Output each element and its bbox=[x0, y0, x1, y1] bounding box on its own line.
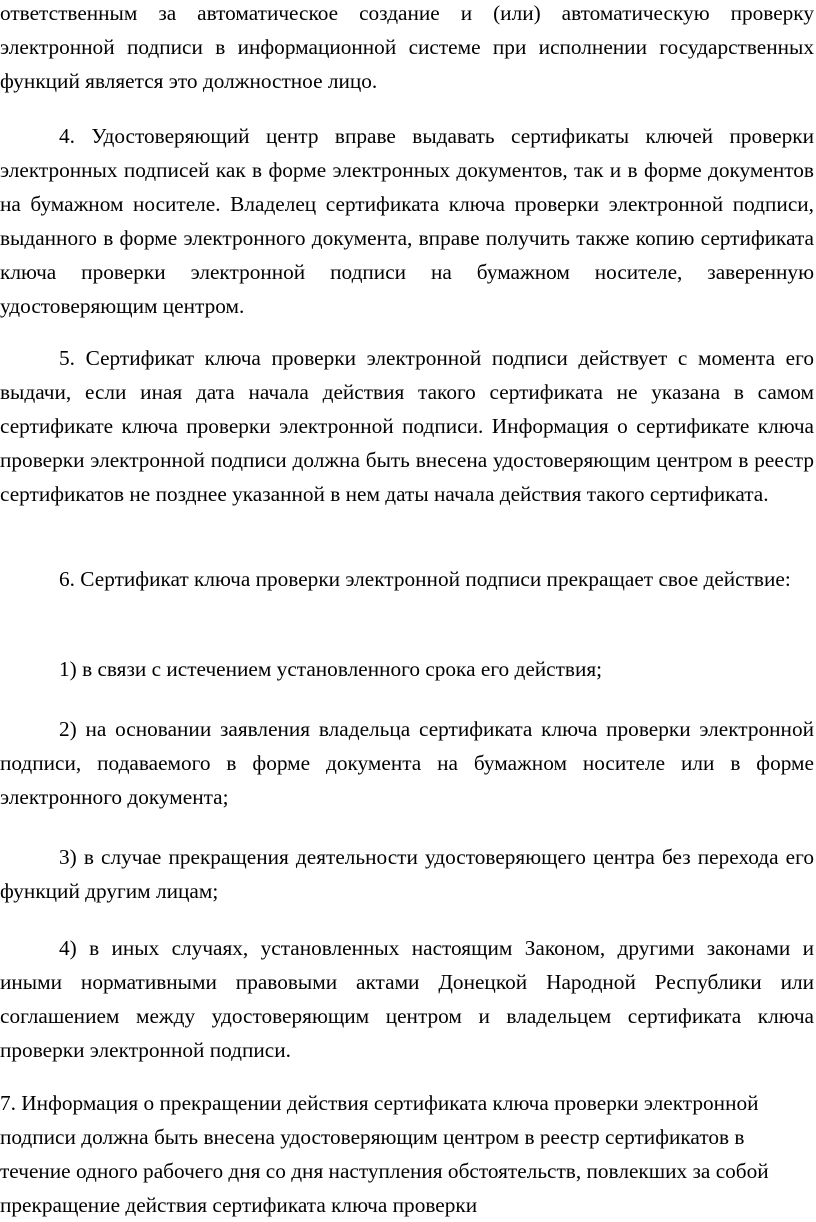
list-item-6-1-expiry: 1) в связи с истечением установленного срока его действия; bbox=[59, 657, 603, 681]
list-item-6-4-other-cases: 4) в иных случаях, установленных настоящим Законом, другими законами и иными нормативными правовыми актами Донецкой Народной Республики или соглашением между удостоверяющим центром и владельцем сертификата ключа проверки электронной подписи. bbox=[0, 936, 814, 1062]
paragraph-continuation: ответственным за автоматическое создание и (или) автоматическую проверку электронной подписи в информационной системе при исполнении государственных функций является это должностное лицо. bbox=[0, 1, 814, 93]
paragraph-7-termination-registry: 7. Информация о прекращении действия сертификата ключа проверки электронной подписи должна быть внесена удостоверяющим центром в реестр сертификатов в течение одного рабочего дня со дня наступления обстоятельств, повлекших за собой прекращение действия сертификата ключа проверки bbox=[0, 1091, 769, 1217]
list-item-6-2-owner-application: 2) на основании заявления владельца сертификата ключа проверки электронной подписи, подаваемого в форме документа на бумажном носителе или в форме электронного документа; bbox=[0, 717, 814, 809]
paragraph-5-certificate-validity: 5. Сертификат ключа проверки электронной подписи действует с момента его выдачи, если иная дата начала действия такого сертификата не указана в самом сертификате ключа проверки электронной подписи. Информация о сертификате ключа проверки электронной подписи должна быть внесена удостоверяющим центром в реестр сертификатов не позднее указанной в нем даты начала действия такого сертификата. bbox=[0, 346, 814, 506]
list-item-6-3-ca-termination: 3) в случае прекращения деятельности удостоверяющего центра без перехода его функций другим лицам; bbox=[0, 845, 814, 903]
paragraph-4-certificates-issuance: 4. Удостоверяющий центр вправе выдавать сертификаты ключей проверки электронных подписей как в форме электронных документов, так и в форме документов на бумажном носителе. Владелец сертификата ключа проверки электронной подписи, выданного в форме электронного документа, вправе получить также копию сертификата ключа проверки электронной подписи на бумажном носителе, заверенную удостоверяющим центром. bbox=[0, 124, 814, 318]
paragraph-6-certificate-termination: 6. Сертификат ключа проверки электронной подписи прекращает свое действие: bbox=[59, 567, 791, 591]
